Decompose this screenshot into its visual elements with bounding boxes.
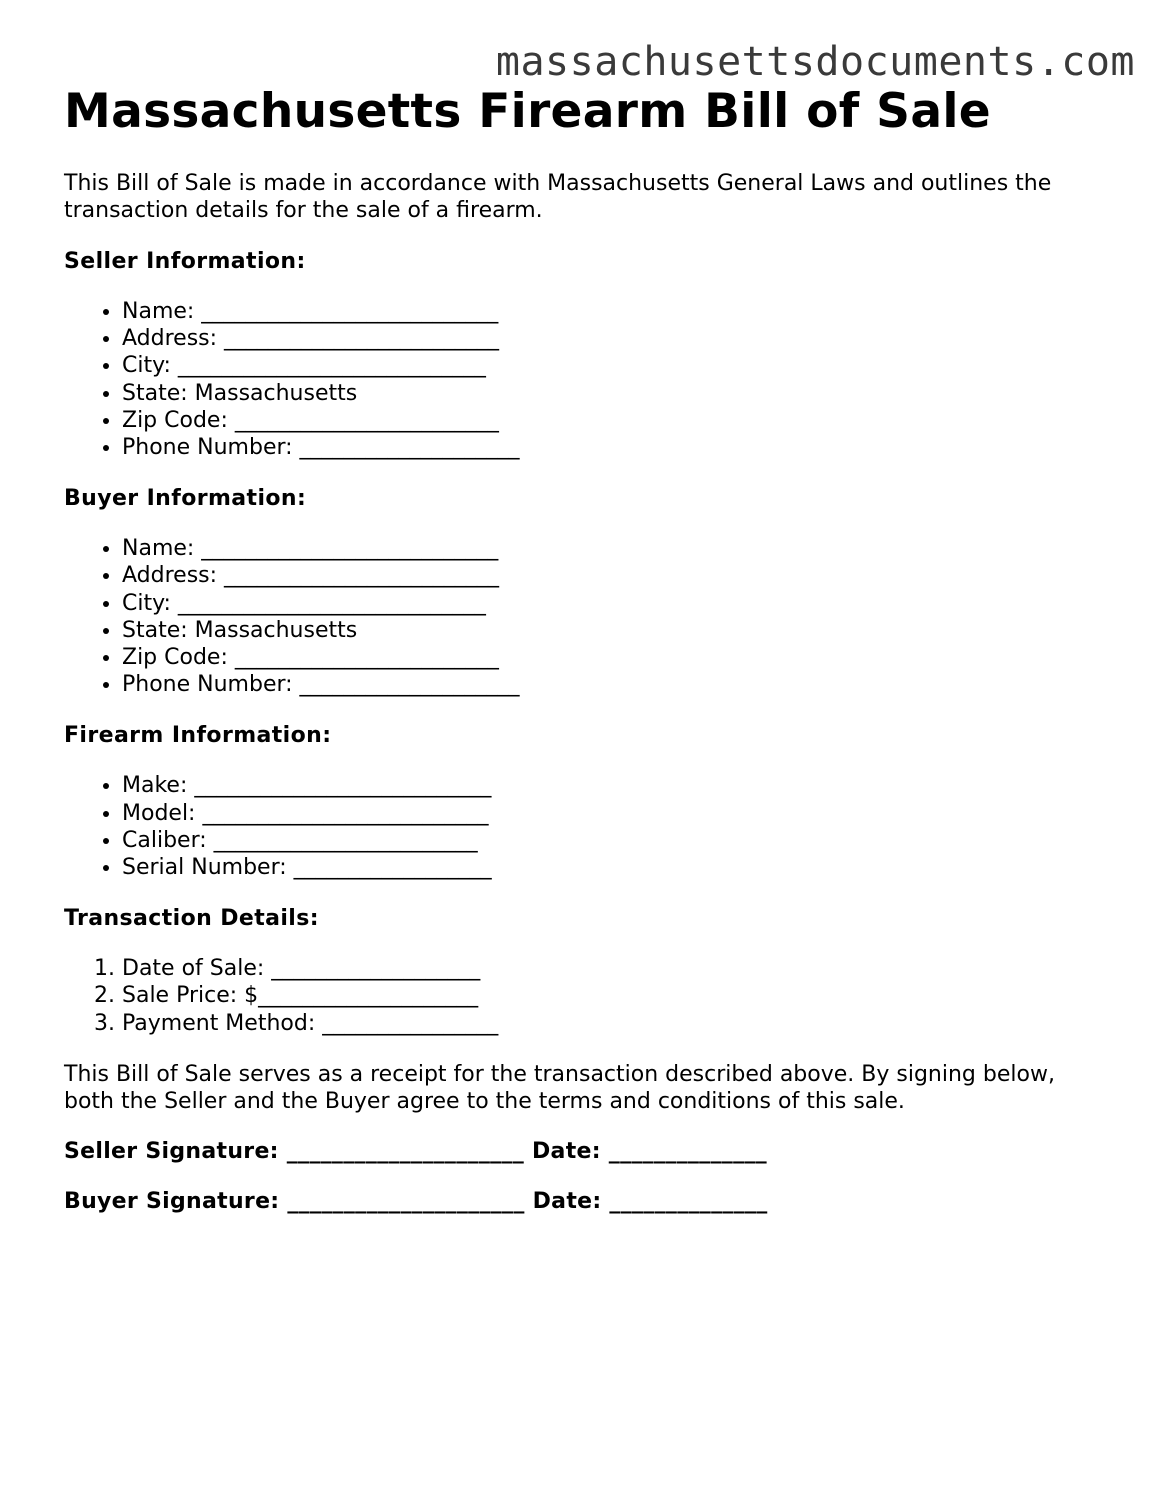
firearm-field-list: [64, 772, 1104, 881]
firearm-section-heading: Firearm Information:: [64, 723, 332, 749]
buyer-zip-field[interactable]: • Zip Code: ________________________: [122, 644, 1104, 671]
seller-address-field[interactable]: • Address: _________________________: [122, 325, 1104, 352]
document-page: [64, 84, 1104, 1215]
document-title: Massachusetts Firearm Bill of Sale: [64, 84, 991, 139]
seller-signature-line[interactable]: Seller Signature: _____________________ Date: ______________: [64, 1138, 767, 1164]
seller-city-field[interactable]: • City: ____________________________: [122, 352, 1104, 379]
payment-method-field[interactable]: 3. Payment Method: ________________: [122, 1010, 1104, 1037]
seller-name-field[interactable]: • Name: ___________________________: [122, 298, 1104, 325]
buyer-field-list: [64, 535, 1104, 698]
buyer-state-field: • State: Massachusetts: [122, 617, 1104, 644]
intro-paragraph: This Bill of Sale is made in accordance with Massachusetts General Laws and outlines the transaction details for the sale of a firearm.: [64, 171, 1052, 223]
buyer-phone-field[interactable]: • Phone Number: ____________________: [122, 671, 1104, 698]
transaction-field-list: [64, 955, 1104, 1037]
sale-date-field[interactable]: 1. Date of Sale: ___________________: [122, 955, 1104, 982]
buyer-name-field[interactable]: • Name: ___________________________: [122, 535, 1104, 562]
firearm-caliber-field[interactable]: • Caliber: ________________________: [122, 827, 1104, 854]
closing-paragraph: This Bill of Sale serves as a receipt for the transaction described above. By signing below, both the Seller and the Buyer agree to the terms and conditions of this sale.: [64, 1061, 1055, 1114]
watermark-site-name: massachusettsdocuments.com: [495, 39, 1135, 85]
seller-zip-field[interactable]: • Zip Code: ________________________: [122, 407, 1104, 434]
buyer-city-field[interactable]: • City: ____________________________: [122, 590, 1104, 617]
seller-section-heading: Seller Information:: [64, 249, 306, 274]
seller-state-field: • State: Massachusetts: [122, 380, 1104, 407]
firearm-model-field[interactable]: • Model: __________________________: [122, 800, 1104, 827]
firearm-make-field[interactable]: • Make: ___________________________: [122, 772, 1104, 799]
seller-phone-field[interactable]: • Phone Number: ____________________: [122, 434, 1104, 461]
buyer-section-heading: Buyer Information:: [64, 486, 307, 512]
sale-price-field[interactable]: 2. Sale Price: $____________________: [122, 982, 1104, 1009]
firearm-serial-field[interactable]: • Serial Number: __________________: [122, 854, 1104, 881]
buyer-address-field[interactable]: • Address: _________________________: [122, 562, 1104, 589]
transaction-section-heading: Transaction Details:: [64, 906, 319, 932]
buyer-signature-line[interactable]: Buyer Signature: _____________________ Date: ______________: [64, 1188, 768, 1214]
seller-field-list: [64, 298, 1104, 461]
